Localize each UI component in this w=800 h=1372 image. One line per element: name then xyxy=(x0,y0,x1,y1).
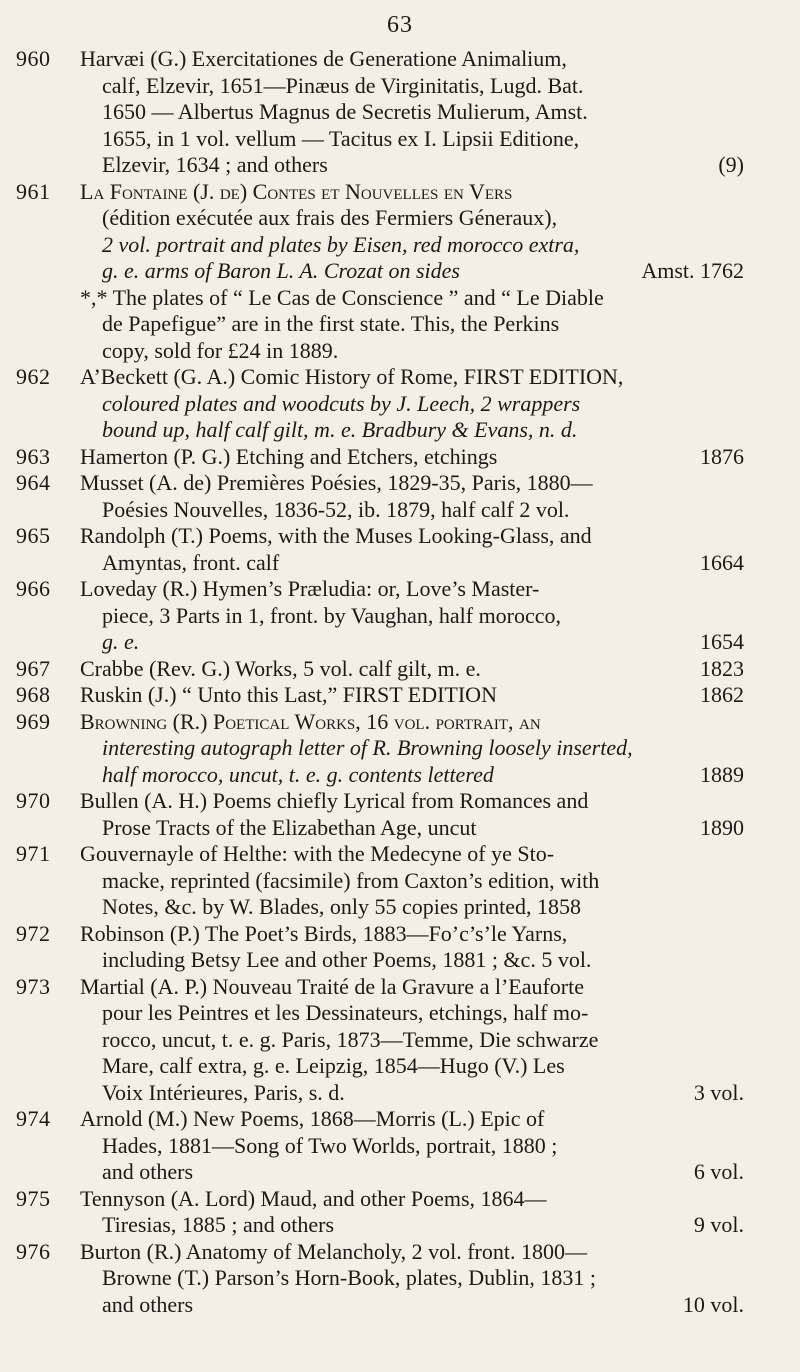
entry-description xyxy=(80,1186,744,1239)
line-text: calf, Elzevir, 1651—Pinæus de Virginitatis, Lugd. Bat. xyxy=(102,72,584,98)
line-text: Harvæi (G.) Exercitationes de Generatione Animalium, xyxy=(80,46,567,71)
line-text: g. e. xyxy=(102,629,140,654)
catalogue-entry xyxy=(0,1106,800,1186)
line-date: 1664 xyxy=(700,549,744,575)
catalogue-entry xyxy=(0,444,800,471)
catalogue-entries xyxy=(0,46,800,1318)
line-date: 3 vol. xyxy=(693,1079,744,1105)
line-text: and others xyxy=(102,1159,194,1184)
catalogue-entry xyxy=(0,470,800,523)
line-date: 6 vol. xyxy=(693,1159,744,1184)
line-text: Browne (T.) Parson’s Horn-Book, plates, Dublin, 1831 ; xyxy=(102,1265,596,1290)
line-text: Prose Tracts of the Elizabethan Age, uncut xyxy=(102,814,477,840)
entry-line xyxy=(80,1159,744,1186)
entry-description xyxy=(80,682,744,709)
entry-line xyxy=(80,974,744,1001)
lot-number: 967 xyxy=(16,655,51,681)
line-text: 1655, in 1 vol. vellum — Tacitus ex I. Lipsii Editione, xyxy=(102,125,580,151)
line-date: 1876 xyxy=(700,443,744,469)
line-text: Gouvernayle of Helthe: with the Medecyne of ye Sto- xyxy=(80,841,555,866)
line-date: 1862 xyxy=(700,682,744,707)
line-date: 9 vol. xyxy=(693,1212,744,1237)
line-text: *,* The plates of “ Le Cas de Conscience ” and “ Le Diable xyxy=(80,284,604,310)
entry-description xyxy=(80,179,744,365)
line-text: La Fontaine (J. de) Contes et Nouvelles en Vers xyxy=(80,178,513,204)
line-text: Mare, calf extra, g. e. Leipzig, 1854—Hugo (V.) Les xyxy=(102,1053,565,1078)
entry-line xyxy=(80,656,744,683)
line-text: Notes, &c. by W. Blades, only 55 copies printed, 1858 xyxy=(102,894,582,919)
line-text: Musset (A. de) Premières Poésies, 1829-35, Paris, 1880— xyxy=(80,470,593,495)
lot-number: 976 xyxy=(16,1238,51,1264)
entry-line xyxy=(80,258,744,285)
line-date: 1889 xyxy=(700,761,744,787)
entry-line xyxy=(80,868,744,895)
lot-number: 966 xyxy=(16,576,51,601)
entry-line xyxy=(80,205,744,232)
catalogue-entry xyxy=(0,841,800,921)
line-text: Browning (R.) Poetical Works, 16 vol. portrait, an xyxy=(80,708,541,734)
entry-description xyxy=(80,470,744,523)
line-text: including Betsy Lee and other Poems, 1881 ; &c. 5 vol. xyxy=(102,947,592,972)
entry-description xyxy=(80,709,744,789)
lot-number: 975 xyxy=(16,1185,51,1211)
line-text: macke, reprinted (facsimile) from Caxton’s edition, with xyxy=(102,867,600,893)
line-text: Loveday (R.) Hymen’s Præludia: or, Love’s Master- xyxy=(80,576,540,601)
entry-line xyxy=(80,709,744,736)
catalogue-entry xyxy=(0,576,800,656)
lot-number: 969 xyxy=(16,708,51,734)
entry-line xyxy=(80,311,744,338)
line-date: 1890 xyxy=(700,814,744,840)
entry-line xyxy=(80,73,744,100)
line-text: copy, sold for £24 in 1889. xyxy=(102,337,339,363)
entry-line xyxy=(80,603,744,630)
entry-line xyxy=(80,1000,744,1027)
entry-line xyxy=(80,894,744,921)
entry-line xyxy=(80,126,744,153)
catalogue-entry xyxy=(0,364,800,444)
lot-number: 962 xyxy=(16,364,51,389)
entry-line xyxy=(80,179,744,206)
entry-line xyxy=(80,338,744,365)
line-text: Tennyson (A. Lord) Maud, and other Poems, 1864— xyxy=(80,1185,547,1211)
line-text: Randolph (T.) Poems, with the Muses Looking-Glass, and xyxy=(80,523,592,548)
catalogue-entry xyxy=(0,682,800,709)
lot-number: 963 xyxy=(16,443,51,469)
line-date: (9) xyxy=(718,152,744,177)
line-text: Robinson (P.) The Poet’s Birds, 1883—Fo’c’s’le Yarns, xyxy=(80,920,568,946)
line-text: Martial (A. P.) Nouveau Traité de la Gravure a l’Eauforte xyxy=(80,973,585,999)
line-text: Arnold (M.) New Poems, 1868—Morris (L.) Epic of xyxy=(80,1106,545,1131)
entry-line xyxy=(80,523,744,550)
entry-line xyxy=(80,788,744,815)
catalogue-entry xyxy=(0,974,800,1107)
entry-line xyxy=(80,550,744,577)
entry-description xyxy=(80,1239,744,1319)
page-number: 63 xyxy=(387,12,413,38)
entry-line xyxy=(80,1265,744,1292)
entry-line xyxy=(80,629,744,656)
line-text: 2 vol. portrait and plates by Eisen, red morocco extra, xyxy=(102,231,580,257)
entry-line xyxy=(80,841,744,868)
line-date: Amst. 1762 xyxy=(641,258,744,283)
entry-line xyxy=(80,576,744,603)
line-text: A’Beckett (G. A.) Comic History of Rome, FIRST EDITION, xyxy=(80,364,624,389)
entry-line xyxy=(80,417,744,444)
entry-line xyxy=(80,1186,744,1213)
catalogue-entry xyxy=(0,46,800,179)
line-text: de Papefigue” are in the first state. This, the Perkins xyxy=(102,311,560,336)
line-text: Amyntas, front. calf xyxy=(102,549,280,575)
entry-line xyxy=(80,1292,744,1319)
lot-number: 961 xyxy=(16,178,51,204)
entry-line xyxy=(80,232,744,259)
catalogue-entry xyxy=(0,1239,800,1319)
entry-description xyxy=(80,1106,744,1186)
entry-description xyxy=(80,576,744,656)
line-text: piece, 3 Parts in 1, front. by Vaughan, half morocco, xyxy=(102,602,562,628)
line-text: Burton (R.) Anatomy of Melancholy, 2 vol. front. 1800— xyxy=(80,1238,587,1264)
entry-line xyxy=(80,152,744,179)
entry-description xyxy=(80,444,744,471)
entry-line xyxy=(80,1239,744,1266)
entry-description xyxy=(80,364,744,444)
line-text: Ruskin (J.) “ Unto this Last,” FIRST EDITION xyxy=(80,682,497,707)
entry-line xyxy=(80,1080,744,1107)
catalogue-entry xyxy=(0,523,800,576)
line-text: interesting autograph letter of R. Browning loosely inserted, xyxy=(102,735,633,760)
entry-line xyxy=(80,1053,744,1080)
line-date: 10 vol. xyxy=(682,1291,744,1317)
lot-number: 973 xyxy=(16,973,51,999)
entry-line xyxy=(80,921,744,948)
line-text: bound up, half calf gilt, m. e. Bradbury & Evans, n. d. xyxy=(102,417,578,442)
entry-line xyxy=(80,99,744,126)
entry-line xyxy=(80,947,744,974)
catalogue-entry xyxy=(0,179,800,365)
line-text: coloured plates and woodcuts by J. Leech, 2 wrappers xyxy=(102,390,581,416)
entry-line xyxy=(80,444,744,471)
catalogue-entry xyxy=(0,656,800,683)
entry-line xyxy=(80,46,744,73)
line-text: (édition exécutée aux frais des Fermiers Géneraux), xyxy=(102,205,558,230)
lot-number: 968 xyxy=(16,682,51,707)
line-text: g. e. arms of Baron L. A. Crozat on sides xyxy=(102,258,460,283)
line-text: Hades, 1881—Song of Two Worlds, portrait, 1880 ; xyxy=(102,1132,558,1158)
lot-number: 971 xyxy=(16,841,51,866)
line-text: rocco, uncut, t. e. g. Paris, 1873—Temme, Die schwarze xyxy=(102,1026,599,1052)
entry-description xyxy=(80,656,744,683)
entry-line xyxy=(80,735,744,762)
lot-number: 965 xyxy=(16,523,51,548)
entry-line xyxy=(80,1133,744,1160)
catalogue-entry xyxy=(0,921,800,974)
line-text: Elzevir, 1634 ; and others xyxy=(102,152,328,177)
lot-number: 960 xyxy=(16,46,51,71)
line-text: 1650 — Albertus Magnus de Secretis Mulierum, Amst. xyxy=(102,99,588,124)
entry-line xyxy=(80,285,744,312)
entry-line xyxy=(80,762,744,789)
entry-line xyxy=(80,682,744,709)
entry-line xyxy=(80,815,744,842)
entry-description xyxy=(80,788,744,841)
entry-line xyxy=(80,364,744,391)
line-text: Poésies Nouvelles, 1836-52, ib. 1879, half calf 2 vol. xyxy=(102,496,570,522)
entry-line xyxy=(80,470,744,497)
line-text: Tiresias, 1885 ; and others xyxy=(102,1212,335,1237)
line-text: pour les Peintres et les Dessinateurs, etchings, half mo- xyxy=(102,1000,589,1025)
catalogue-entry xyxy=(0,1186,800,1239)
lot-number: 970 xyxy=(16,788,51,813)
entry-line xyxy=(80,497,744,524)
lot-number: 964 xyxy=(16,470,51,495)
entry-description xyxy=(80,974,744,1107)
lot-number: 974 xyxy=(16,1106,51,1131)
line-date: 1823 xyxy=(700,655,744,681)
line-text: Voix Intérieures, Paris, s. d. xyxy=(102,1079,345,1105)
line-date: 1654 xyxy=(700,629,744,654)
entry-line xyxy=(80,1027,744,1054)
entry-line xyxy=(80,1212,744,1239)
catalogue-entry xyxy=(0,709,800,789)
entry-description xyxy=(80,841,744,921)
entry-description xyxy=(80,921,744,974)
entry-line xyxy=(80,1106,744,1133)
entry-line xyxy=(80,391,744,418)
line-text: Crabbe (Rev. G.) Works, 5 vol. calf gilt, m. e. xyxy=(80,655,481,681)
lot-number: 972 xyxy=(16,920,51,946)
entry-description xyxy=(80,523,744,576)
line-text: and others xyxy=(102,1291,194,1317)
catalogue-entry xyxy=(0,788,800,841)
entry-description xyxy=(80,46,744,179)
line-text: Bullen (A. H.) Poems chiefly Lyrical from Romances and xyxy=(80,788,589,813)
line-text: half morocco, uncut, t. e. g. contents lettered xyxy=(102,761,494,787)
line-text: Hamerton (P. G.) Etching and Etchers, etchings xyxy=(80,443,498,469)
